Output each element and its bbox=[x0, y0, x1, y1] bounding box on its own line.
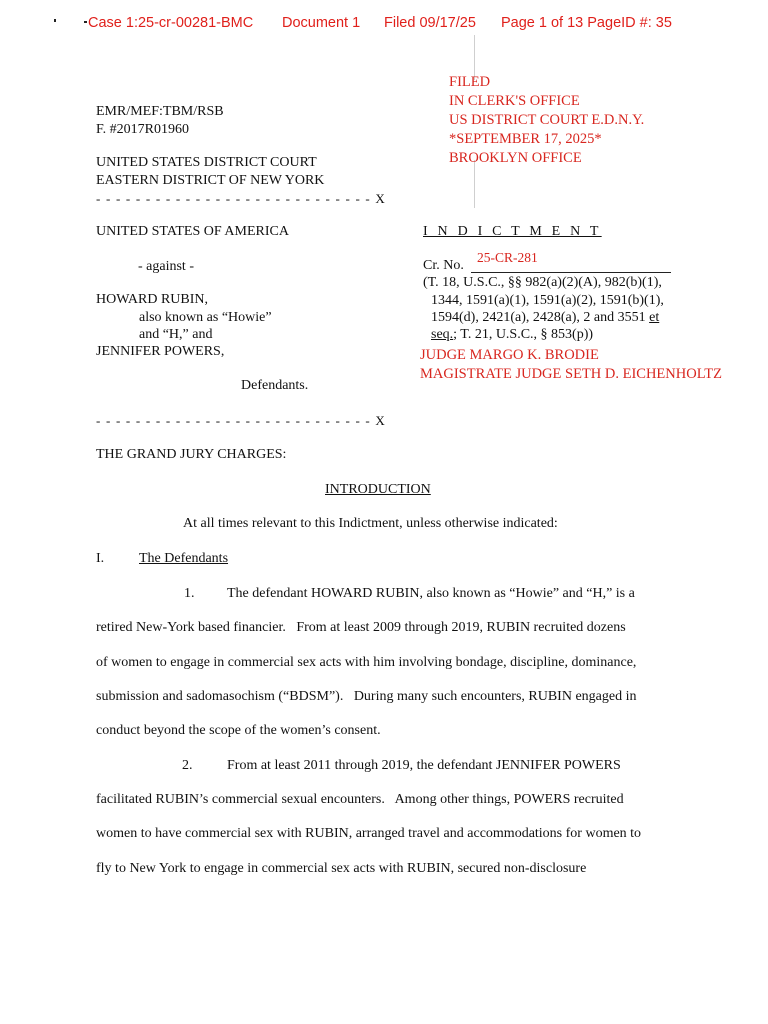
stamp-date: *SEPTEMBER 17, 2025* bbox=[449, 131, 602, 147]
header-document: Document 1 bbox=[282, 15, 361, 31]
paragraph-line: of women to engage in commercial sex acts with him involving bondage, discipline, dominance, bbox=[96, 655, 637, 670]
paragraph-line: facilitated RUBIN’s commercial sexual encounters. Among other things, POWERS recruited bbox=[96, 792, 624, 807]
stamp-clerk-office: IN CLERK'S OFFICE bbox=[449, 93, 580, 109]
cr-number-stamp: 25-CR-281 bbox=[477, 250, 538, 265]
paragraph-line: fly to New York to engage in commercial sex acts with RUBIN, secured non-disclosure bbox=[96, 861, 587, 876]
paragraph-line: submission and sadomasochism (“BDSM”). During many such encounters, RUBIN engaged in bbox=[96, 689, 637, 704]
court-name-line1: UNITED STATES DISTRICT COURT bbox=[96, 155, 317, 170]
paragraph-line: The defendant HOWARD RUBIN, also known as “Howie” and “H,” is a bbox=[227, 586, 635, 601]
paragraph-line: conduct beyond the scope of the women’s consent. bbox=[96, 723, 381, 738]
defendant-powers: JENNIFER POWERS, bbox=[96, 344, 225, 359]
statutes-et: et bbox=[649, 310, 660, 325]
scan-speck bbox=[84, 21, 87, 23]
file-number: F. #2017R01960 bbox=[96, 122, 190, 137]
against-label: - against - bbox=[138, 259, 194, 274]
defendant-rubin-aka-cont: and “H,” and bbox=[139, 327, 213, 342]
defendant-rubin: HOWARD RUBIN, bbox=[96, 292, 208, 307]
caption-divider-top: - - - - - - - - - - - - - - - - - - - - - - - - - - - - X bbox=[96, 191, 387, 206]
statutes-line1: (T. 18, U.S.C., §§ 982(a)(2)(A), 982(b)(1), bbox=[423, 275, 662, 290]
statutes-line4 bbox=[431, 327, 593, 343]
attorney-initials: EMR/MEF:TBM/RSB bbox=[96, 104, 224, 119]
paragraph-line: From at least 2011 through 2019, the defendant JENNIFER POWERS bbox=[227, 758, 621, 773]
magistrate-stamp: MAGISTRATE JUDGE SETH D. EICHENHOLTZ bbox=[420, 366, 722, 382]
cr-no-label: Cr. No. bbox=[423, 258, 464, 273]
statutes-line3-text: 1594(d), 2421(a), 2428(a), 2 and 3551 bbox=[431, 310, 646, 325]
introduction-text: At all times relevant to this Indictment, unless otherwise indicated: bbox=[183, 516, 558, 531]
header-filed-date: Filed 09/17/25 bbox=[384, 15, 476, 31]
paragraph-line: women to have commercial sex with RUBIN, arranged travel and accommodations for women to bbox=[96, 826, 642, 841]
defendants-label: Defendants. bbox=[241, 378, 309, 393]
scan-speck bbox=[54, 19, 56, 22]
section-numeral: I. bbox=[96, 551, 105, 566]
indictment-title: I N D I C T M E N T bbox=[423, 224, 602, 239]
statutes-line2: 1344, 1591(a)(1), 1591(a)(2), 1591(b)(1), bbox=[431, 293, 664, 308]
statutes-line3 bbox=[431, 310, 659, 326]
paragraph-number: 2. bbox=[182, 758, 193, 773]
header-case-number: Case 1:25-cr-00281-BMC bbox=[88, 15, 254, 31]
plaintiff-name: UNITED STATES OF AMERICA bbox=[96, 224, 289, 239]
stamp-office: BROOKLYN OFFICE bbox=[449, 150, 582, 166]
statutes-line4-text: ; T. 21, U.S.C., § 853(p)) bbox=[453, 327, 594, 342]
paragraph-number: 1. bbox=[184, 586, 195, 601]
clerk-stamp bbox=[449, 73, 644, 168]
stamp-court: US DISTRICT COURT E.D.N.Y. bbox=[449, 112, 645, 128]
cr-no-underline bbox=[471, 272, 671, 273]
judge-stamp: JUDGE MARGO K. BRODIE bbox=[420, 347, 599, 363]
stamp-filed: FILED bbox=[449, 74, 491, 90]
defendant-rubin-aka: also known as “Howie” bbox=[139, 310, 272, 325]
section-title: The Defendants bbox=[139, 551, 229, 566]
header-page-info: Page 1 of 13 PageID #: 35 bbox=[501, 15, 672, 31]
statutes-seq: seq. bbox=[431, 327, 454, 342]
grand-jury-heading: THE GRAND JURY CHARGES: bbox=[96, 447, 287, 462]
paragraph-line: retired New-York based financier. From at least 2009 through 2019, RUBIN recruited dozens bbox=[96, 620, 626, 635]
introduction-heading: INTRODUCTION bbox=[325, 482, 431, 497]
caption-divider-bottom: - - - - - - - - - - - - - - - - - - - - - - - - - - - - X bbox=[96, 413, 387, 428]
court-name-line2: EASTERN DISTRICT OF NEW YORK bbox=[96, 173, 325, 188]
